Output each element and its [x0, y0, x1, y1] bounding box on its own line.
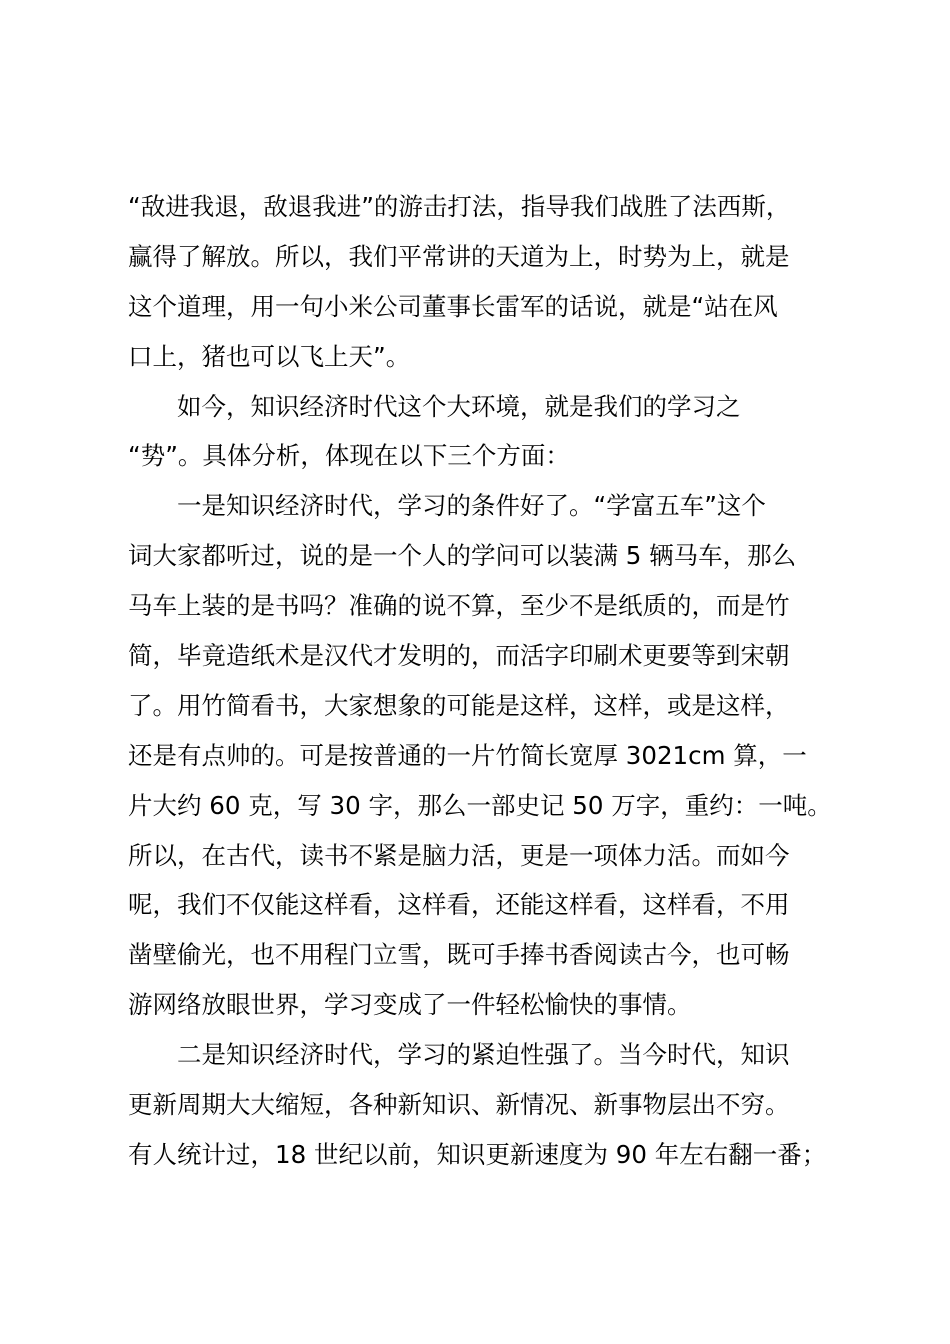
text-line-19: 更新周期大大缩短，各种新知识、新情况、新事物层出不穷。 [128, 1090, 790, 1120]
text-line-9: 马车上装的是书吗？准确的说不算，至少不是纸质的，而是竹 [128, 591, 790, 621]
text-line-16: 凿壁偷光，也不用程门立雪，既可手捧书香阅读古今，也可畅 [128, 940, 790, 970]
paragraph-start-line: 二是知识经济时代，学习的紧迫性强了。当今时代，知识 [177, 1040, 790, 1070]
text-line-10: 简，毕竟造纸术是汉代才发明的，而活字印刷术更要等到宋朝 [128, 641, 790, 671]
paragraph-start-line: 一是知识经济时代，学习的条件好了。“学富五车”这个 [177, 491, 766, 521]
text-line-20: 有人统计过，18 世纪以前，知识更新速度为 90 年左右翻一番； [128, 1139, 827, 1169]
text-line-17: 游网络放眼世界，学习变成了一件轻松愉快的事情。 [128, 990, 692, 1020]
text-line-13: 片大约 60 克，写 30 字，那么一部史记 50 万字，重约：一吨。 [128, 790, 832, 820]
text-line-15: 呢，我们不仅能这样看，这样看，还能这样看，这样看，不用 [128, 890, 790, 920]
text-line-12: 还是有点帅的。可是按普通的一片竹简长宽厚 3021cm 算，一 [128, 740, 807, 770]
paragraph-start-line: 如今，知识经济时代这个大环境，就是我们的学习之 [177, 391, 741, 421]
text-line-14: 所以，在古代，读书不紧是脑力活，更是一项体力活。而如今 [128, 840, 790, 870]
body-text [128, 182, 858, 1180]
text-line-4: 口上，猪也可以飞上天”。 [128, 341, 411, 371]
text-line-1: “敌进我退，敌退我进”的游击打法，指导我们战胜了法西斯， [128, 192, 791, 221]
text-line-3: 这个道理，用一句小米公司董事长雷军的话说，就是“站在风 [128, 291, 778, 321]
text-line-2: 赢得了解放。所以，我们平常讲的天道为上，时势为上，就是 [128, 241, 790, 271]
text-line-6: “势”。具体分析，体现在以下三个方面： [128, 441, 570, 471]
text-line-8: 词大家都听过，说的是一个人的学问可以装满 5 辆马车，那么 [128, 541, 797, 571]
text-line-11: 了。用竹简看书，大家想象的可能是这样，这样，或是这样， [128, 690, 790, 720]
